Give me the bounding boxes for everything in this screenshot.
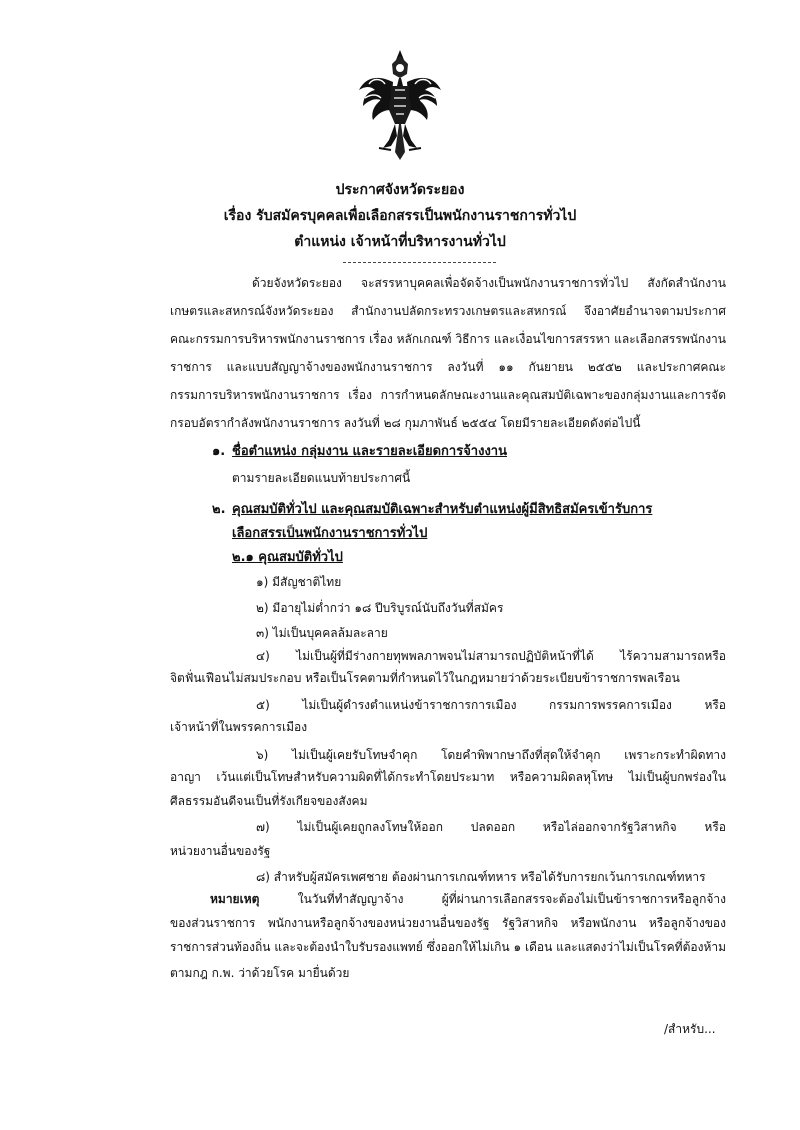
intro-line: เกษตรและสหกรณ์จังหวัดระยอง สำนักงานปลัดกระทรวงเกษตรและสหกรณ์ จึงอาศัยอำนาจตามประกาศ xyxy=(170,304,726,318)
announcement-subject: เรื่อง รับสมัครบุคคลเพื่อเลือกสรรเป็นพนักงานราชการทั่วไป xyxy=(223,208,577,224)
qualification-item: ๑) มีสัญชาติไทย xyxy=(256,575,342,589)
remark-text: ในวันที่ทำสัญญาจ้าง ผู้ที่ผ่านการเลือกสรรจะต้องไม่เป็นข้าราชการหรือลูกจ้าง xyxy=(259,892,726,906)
qualification-item: ๖) ไม่เป็นผู้เคยรับโทษจำคุก โดยคำพิพากษาถึงที่สุดให้จำคุก เพราะกระทำผิดทาง xyxy=(256,748,726,762)
section-number: ๒. xyxy=(212,502,226,517)
section-heading: เลือกสรรเป็นพนักงานราชการทั่วไป xyxy=(232,526,428,541)
remark-label: หมายเหตุ xyxy=(210,892,260,906)
announcement-title: ประกาศจังหวัดระยอง xyxy=(335,182,465,198)
qualification-item: ๕) ไม่เป็นผู้ดำรงตำแหน่งข้าราชการการเมือง กรรมการพรรคการเมือง หรือ xyxy=(256,698,726,712)
qualification-item: จิตฟั่นเฟือนไม่สมประกอบ หรือเป็นโรคตามที่กำหนดไว้ในกฎหมายว่าด้วยระเบียบข้าราชการพลเรือน xyxy=(170,671,680,685)
qualification-item: ๓) ไม่เป็นบุคคลล้มละลาย xyxy=(256,626,388,640)
intro-line: กรรมการบริหารพนักงานราชการ เรื่อง การกำหนดลักษณะงานและคุณสมบัติเฉพาะของกลุ่มงานและการจัด xyxy=(170,388,726,402)
section-number: ๑. xyxy=(212,444,226,459)
qualification-item: ๔) ไม่เป็นผู้ที่มีร่างกายทุพพลภาพจนไม่สามารถปฏิบัติหน้าที่ได้ ไร้ความสามารถหรือ xyxy=(256,649,726,663)
intro-line: คณะกรรมการบริหารพนักงานราชการ เรื่อง หลักเกณฑ์ วิธีการ และเงื่อนไขการสรรหา และเลือกสรรพนักงาน xyxy=(170,332,726,346)
sub-heading: ๒.๑ คุณสมบัติทั่วไป xyxy=(232,550,343,565)
garuda-emblem-icon xyxy=(355,48,445,163)
remark-line: ของส่วนราชการ พนักงานหรือลูกจ้างของหน่วยงานอื่นของรัฐ รัฐวิสาหกิจ หรือพนักงาน หรือลูกจ้างของ xyxy=(170,916,726,930)
header-divider xyxy=(343,262,496,263)
section-heading: คุณสมบัติทั่วไป และคุณสมบัติเฉพาะสำหรับตำแหน่งผู้มีสิทธิสมัครเข้ารับการ xyxy=(232,502,653,517)
intro-line: ราชการ และแบบสัญญาจ้างของพนักงานราชการ ลงวันที่ ๑๑ กันยายน ๒๕๕๒ และประกาศคณะ xyxy=(170,360,726,374)
page-continuation: /สำหรับ... xyxy=(664,1022,716,1036)
qualification-item: ๒) มีอายุไม่ต่ำกว่า ๑๘ ปีบริบูรณ์นับถึงวันที่สมัคร xyxy=(256,601,504,615)
qualification-item: หน่วยงานอื่นของรัฐ xyxy=(170,844,271,858)
qualification-item: ๗) ไม่เป็นผู้เคยถูกลงโทษให้ออก ปลดออก หรือไล่ออกจากรัฐวิสาหกิจ หรือ xyxy=(256,820,726,834)
remark-line: ราชการส่วนท้องถิ่น และจะต้องนำใบรับรองแพทย์ ซึ่งออกให้ไม่เกิน ๑ เดือน และแสดงว่าไม่เป็นโรคที่ต้องห้าม xyxy=(170,940,726,954)
position-title: ตำแหน่ง เจ้าหน้าที่บริหารงานทั่วไป xyxy=(294,234,506,250)
qualification-item: เจ้าหน้าที่ในพรรคการเมือง xyxy=(170,720,308,734)
intro-line: กรอบอัตรากำลังพนักงานราชการ ลงวันที่ ๒๘ กุมภาพันธ์ ๒๕๕๔ โดยมีรายละเอียดดังต่อไปนี้ xyxy=(170,416,641,430)
qualification-item: ๘) สำหรับผู้สมัครเพศชาย ต้องผ่านการเกณฑ์ทหาร หรือได้รับการยกเว้นการเกณฑ์ทหาร xyxy=(256,870,706,884)
section-heading: ชื่อตำแหน่ง กลุ่มงาน และรายละเอียดการจ้างงาน xyxy=(232,444,507,459)
section-text: ตามรายละเอียดแนบท้ายประกาศนี้ xyxy=(232,471,411,485)
remark-line xyxy=(210,888,726,910)
intro-line: ด้วยจังหวัดระยอง จะสรรหาบุคคลเพื่อจัดจ้างเป็นพนักงานราชการทั่วไป สังกัดสำนักงาน xyxy=(252,276,726,290)
remark-line: ตามกฎ ก.พ. ว่าด้วยโรค มายื่นด้วย xyxy=(170,966,350,980)
qualification-item: อาญา เว้นแต่เป็นโทษสำหรับความผิดที่ได้กระทำโดยประมาท หรือความผิดลหุโทษ ไม่เป็นผู้บกพร่องใน xyxy=(170,770,726,784)
qualification-item: ศีลธรรมอันดีจนเป็นที่รังเกียจของสังคม xyxy=(170,794,368,808)
